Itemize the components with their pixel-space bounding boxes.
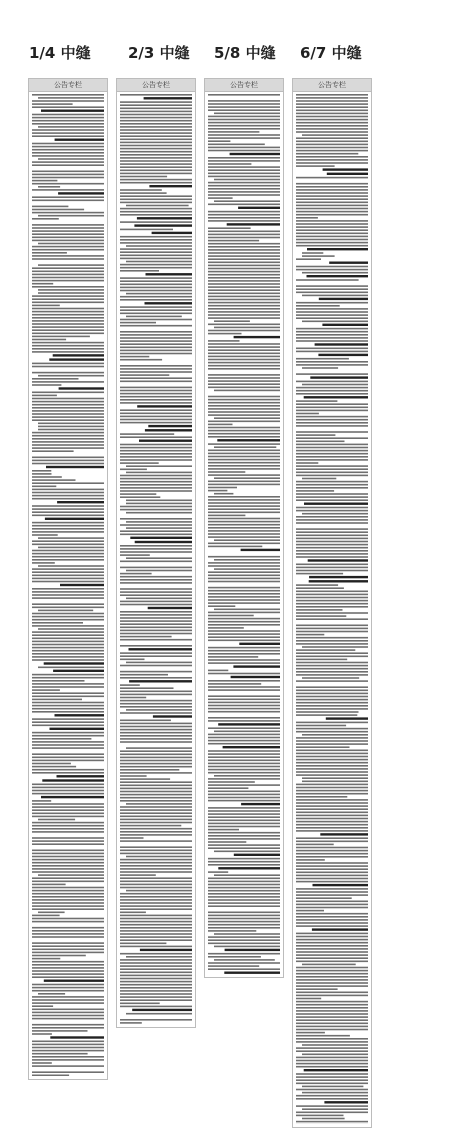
layout-label-six-sevenths: 6/7 中缝 [300, 44, 362, 62]
column-header: 公告专栏 [205, 79, 283, 92]
column-header: 公告专栏 [29, 79, 107, 92]
notice-column-two-thirds [116, 78, 196, 1028]
column-header: 公告专栏 [117, 79, 195, 92]
column-header: 公告专栏 [293, 79, 371, 92]
layout-label-two-thirds: 2/3 中缝 [128, 44, 190, 62]
column-text-block [120, 93, 192, 1024]
column-text-block [208, 93, 280, 974]
layout-label-five-eighths: 5/8 中缝 [214, 44, 276, 62]
notice-column-five-eighths [204, 78, 284, 978]
layout-label-quarter: 1/4 中缝 [29, 44, 91, 62]
notice-column-six-sevenths [292, 78, 372, 1128]
column-text-block [32, 93, 104, 1076]
notice-column-quarter [28, 78, 108, 1080]
column-text-block [296, 93, 368, 1124]
